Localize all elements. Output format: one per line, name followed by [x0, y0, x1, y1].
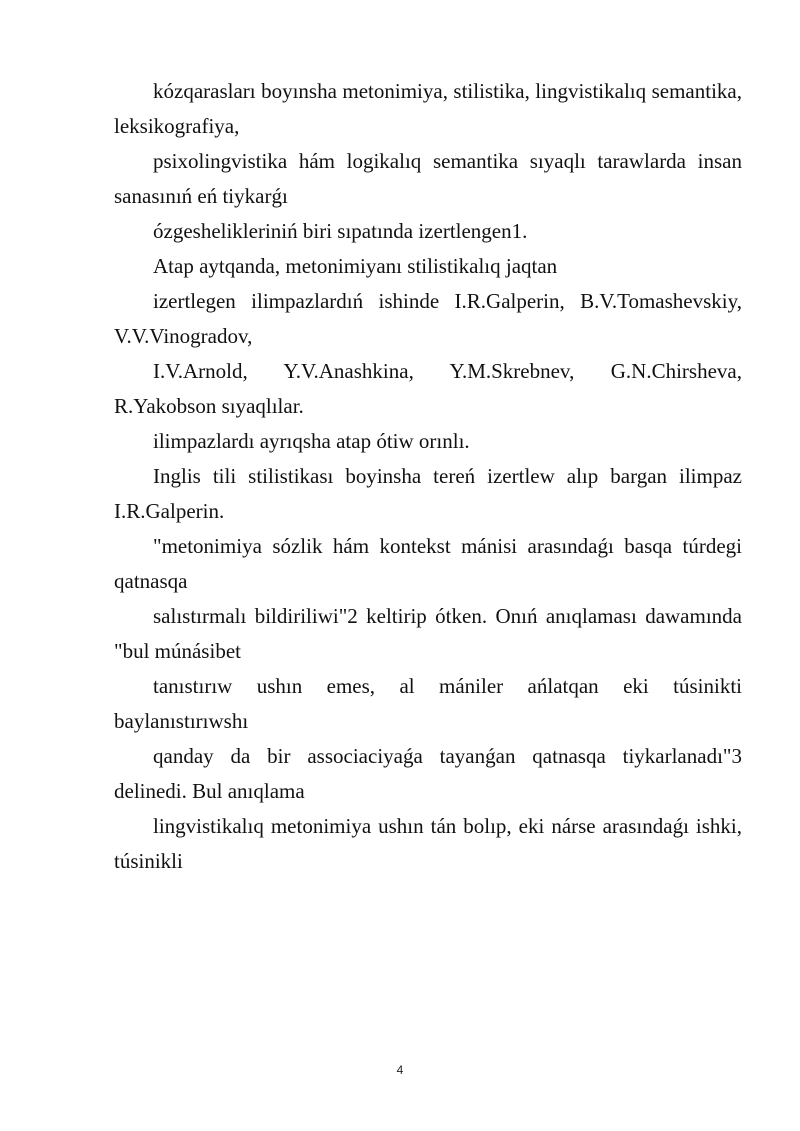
- paragraph-3: ózgeshelikleriniń biri sıpatında izertlengen1.: [153, 219, 528, 243]
- paragraph-12: qanday da bir associaciyaǵa tayanǵan qatnasqa tiykarlanadı"3 delinedi. Bul anıqlama: [114, 744, 742, 803]
- paragraph-10: salıstırmalı bildiriliwi"2 keltirip ótken. Onıń anıqlaması dawamında "bul múnásibet: [114, 604, 742, 663]
- page-number: 4: [396, 1063, 404, 1077]
- paragraph-5: izertlegen ilimpazlardıń ishinde I.R.Galperin, B.V.Tomashevskiy, V.V.Vinogradov,: [114, 289, 742, 348]
- paragraph-1: kózqarasları boyınsha metonimiya, stilistika, lingvistikalıq semantika, leksikografiya,: [114, 79, 742, 138]
- paragraph-9: "metonimiya sózlik hám kontekst mánisi arasındaǵı basqa túrdegi qatnasqa: [114, 534, 742, 593]
- paragraph-13: lingvistikalıq metonimiya ushın tán bolıp, eki nárse arasındaǵı ishki, túsinikli: [114, 814, 742, 873]
- body-text: [114, 74, 742, 879]
- paragraph-4: Atap aytqanda, metonimiyanı stilistikalıq jaqtan: [153, 254, 558, 278]
- paragraph-2: psixolingvistika hám logikalıq semantika sıyaqlı tarawlarda insan sanasınıń eń tiykarǵı: [114, 149, 742, 208]
- paragraph-7: ilimpazlardı ayrıqsha atap ótiw orınlı.: [153, 429, 470, 453]
- paragraph-11: tanıstırıw ushın emes, al mániler ańlatqan eki túsinikti baylanıstırıwshı: [114, 674, 742, 733]
- paragraph-8: Inglis tili stilistikası boyinsha tereń izertlew alıp bargan ilimpaz I.R.Galperin.: [114, 464, 742, 523]
- paragraph-6: I.V.Arnold, Y.V.Anashkina, Y.M.Skrebnev, G.N.Chirsheva, R.Yakobson sıyaqlılar.: [114, 359, 742, 418]
